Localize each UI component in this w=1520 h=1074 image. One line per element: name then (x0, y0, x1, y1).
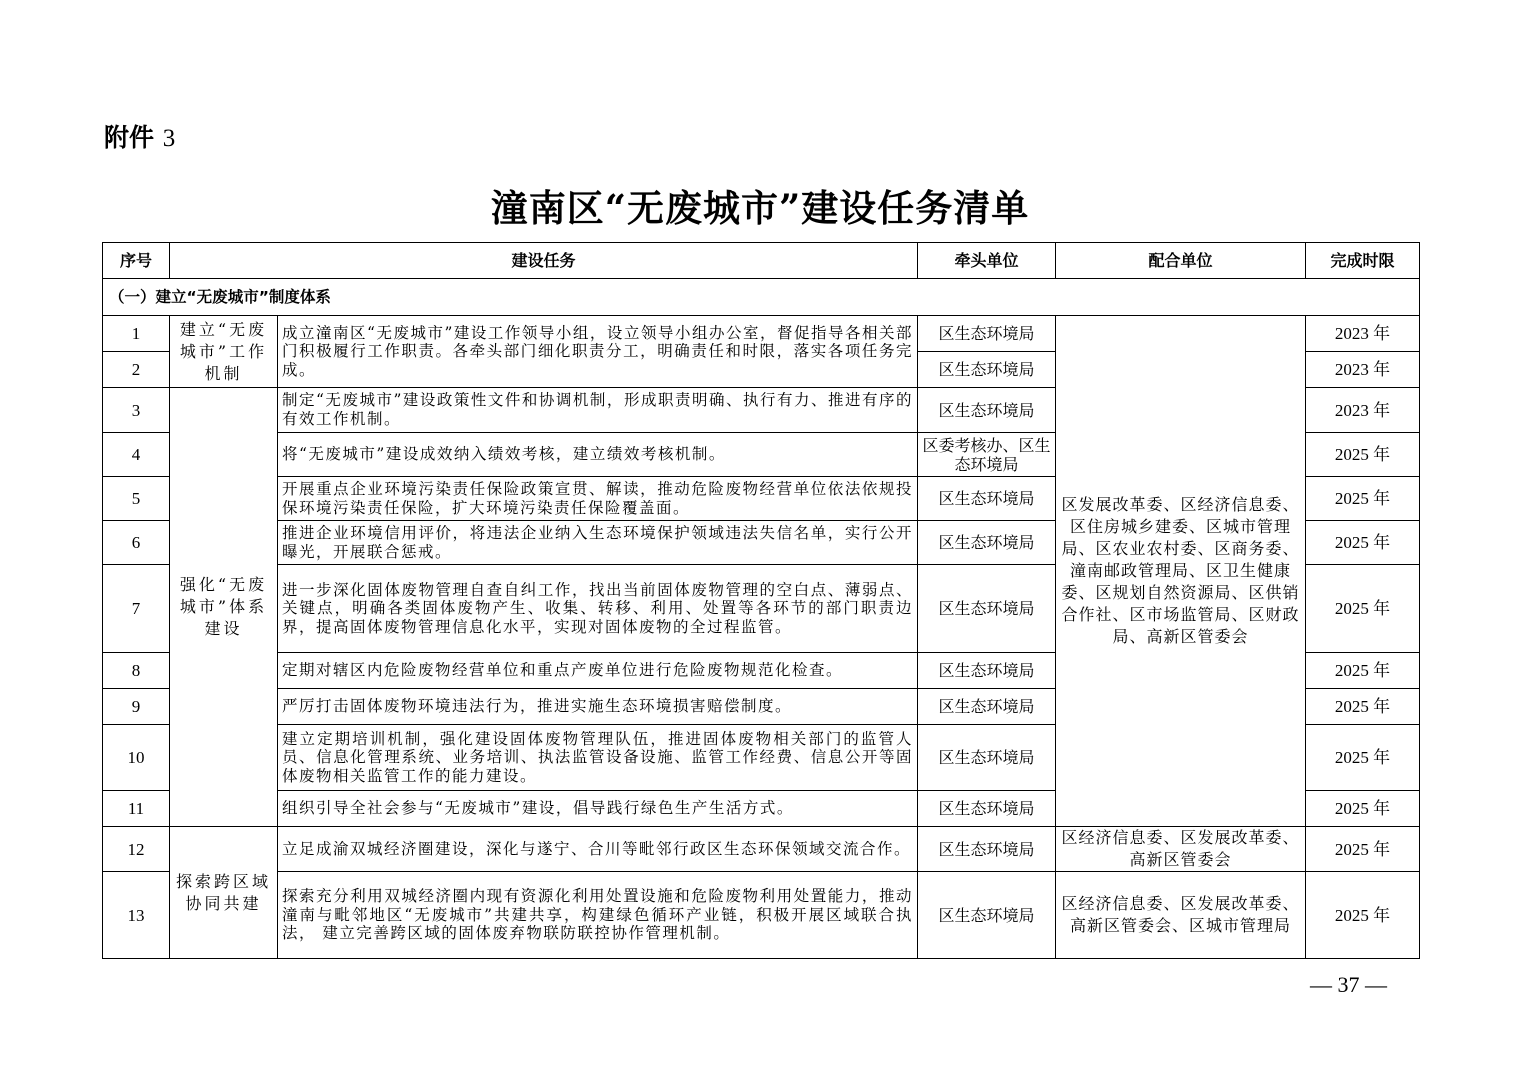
lead-cell: 区生态环境局 (918, 352, 1056, 388)
task-cell: 建立定期培训机制，强化建设固体废物管理队伍，推进固体废物相关部门的监管人员、信息化管理系统、业务培训、执法监管设备设施、监管工作经费、信息公开等固体废物相关监管工作的能力建设。 (278, 725, 918, 791)
row-number: 8 (103, 653, 170, 689)
header-lead: 牵头单位 (918, 243, 1056, 279)
row-number: 7 (103, 565, 170, 653)
row-number: 6 (103, 521, 170, 565)
section-row (103, 279, 1420, 316)
task-cell: 将“无废城市”建设成效纳入绩效考核，建立绩效考核机制。 (278, 433, 918, 477)
row-number: 9 (103, 689, 170, 725)
table-row (103, 872, 1420, 959)
row-number: 4 (103, 433, 170, 477)
task-table (102, 242, 1420, 959)
task-cell: 制定“无废城市”建设政策性文件和协调机制，形成职责明确、执行有力、推进有序的有效工作机制。 (278, 388, 918, 433)
coop-cell: 区经济信息委、区发展改革委、高新区管委会、区城市管理局 (1056, 872, 1306, 959)
header-row (103, 243, 1420, 279)
table-row (103, 316, 1420, 352)
lead-cell: 区生态环境局 (918, 827, 1056, 872)
header-task: 建设任务 (170, 243, 918, 279)
deadline-cell: 2025 年 (1306, 689, 1420, 725)
lead-cell: 区生态环境局 (918, 689, 1056, 725)
lead-cell: 区委考核办、区生态环境局 (918, 433, 1056, 477)
task-cell: 定期对辖区内危险废物经营单位和重点产废单位进行危险废物规范化检查。 (278, 653, 918, 689)
header-coop: 配合单位 (1056, 243, 1306, 279)
deadline-cell: 2023 年 (1306, 352, 1420, 388)
task-cell: 立足成渝双城经济圈建设，深化与遂宁、合川等毗邻行政区生态环保领域交流合作。 (278, 827, 918, 872)
row-number: 11 (103, 791, 170, 827)
lead-cell: 区生态环境局 (918, 477, 1056, 521)
attachment-label: 附件 3 (104, 123, 176, 152)
deadline-cell: 2025 年 (1306, 725, 1420, 791)
deadline-cell: 2025 年 (1306, 791, 1420, 827)
row-number: 3 (103, 388, 170, 433)
category-cell: 建立“无废城市”工作机制 (170, 316, 278, 388)
page-title: 潼南区“无废城市”建设任务清单 (490, 186, 1030, 230)
coop-cell: 区经济信息委、区发展改革委、高新区管委会 (1056, 827, 1306, 872)
deadline-cell: 2025 年 (1306, 521, 1420, 565)
lead-cell: 区生态环境局 (918, 791, 1056, 827)
category-cell: 探索跨区域协同共建 (170, 827, 278, 959)
lead-cell: 区生态环境局 (918, 653, 1056, 689)
lead-cell: 区生态环境局 (918, 316, 1056, 352)
lead-cell: 区生态环境局 (918, 725, 1056, 791)
deadline-cell: 2023 年 (1306, 316, 1420, 352)
task-cell: 组织引导全社会参与“无废城市”建设，倡导践行绿色生产生活方式。 (278, 791, 918, 827)
coop-cell: 区发展改革委、区经济信息委、区住房城乡建委、区城市管理局、区农业农村委、区商务委、潼南邮政管理局、区卫生健康委、区规划自然资源局、区供销合作社、区市场监管局、区财政局、高新区管委会 (1056, 316, 1306, 827)
table-row (103, 827, 1420, 872)
row-number: 1 (103, 316, 170, 352)
row-number: 12 (103, 827, 170, 872)
deadline-cell: 2025 年 (1306, 477, 1420, 521)
row-number: 10 (103, 725, 170, 791)
lead-cell: 区生态环境局 (918, 388, 1056, 433)
deadline-cell: 2023 年 (1306, 388, 1420, 433)
row-number: 2 (103, 352, 170, 388)
lead-cell: 区生态环境局 (918, 521, 1056, 565)
task-cell: 严厉打击固体废物环境违法行为，推进实施生态环境损害赔偿制度。 (278, 689, 918, 725)
task-cell: 开展重点企业环境污染责任保险政策宣贯、解读，推动危险废物经营单位依法依规投保环境污染责任保险，扩大环境污染责任保险覆盖面。 (278, 477, 918, 521)
deadline-cell: 2025 年 (1306, 653, 1420, 689)
task-cell: 进一步深化固体废物管理自查自纠工作，找出当前固体废物管理的空白点、薄弱点、关键点，明确各类固体废物产生、收集、转移、利用、处置等各环节的部门职责边界，提高固体废物管理信息化水平，实现对固体废物的全过程监管。 (278, 565, 918, 653)
task-cell: 成立潼南区“无废城市”建设工作领导小组，设立领导小组办公室，督促指导各相关部门积极履行工作职责。各牵头部门细化职责分工，明确责任和时限，落实各项任务完成。 (278, 316, 918, 388)
row-number: 13 (103, 872, 170, 959)
deadline-cell: 2025 年 (1306, 827, 1420, 872)
lead-cell: 区生态环境局 (918, 565, 1056, 653)
header-no: 序号 (103, 243, 170, 279)
task-cell: 推进企业环境信用评价，将违法企业纳入生态环境保护领域违法失信名单，实行公开曝光，开展联合惩戒。 (278, 521, 918, 565)
deadline-cell: 2025 年 (1306, 872, 1420, 959)
section-title: （一）建立“无废城市”制度体系 (103, 279, 1420, 316)
category-cell: 强化“无废城市”体系建设 (170, 388, 278, 827)
row-number: 5 (103, 477, 170, 521)
deadline-cell: 2025 年 (1306, 433, 1420, 477)
page-number: — 37 — (1310, 972, 1387, 997)
task-cell: 探索充分利用双城经济圈内现有资源化利用处置设施和危险废物利用处置能力，推动潼南与毗邻地区“无废城市”共建共享，构建绿色循环产业链，积极开展区域联合执法， 建立完善跨区域的固体废弃物联防联控协作管理机制。 (278, 872, 918, 959)
deadline-cell: 2025 年 (1306, 565, 1420, 653)
lead-cell: 区生态环境局 (918, 872, 1056, 959)
header-deadline: 完成时限 (1306, 243, 1420, 279)
